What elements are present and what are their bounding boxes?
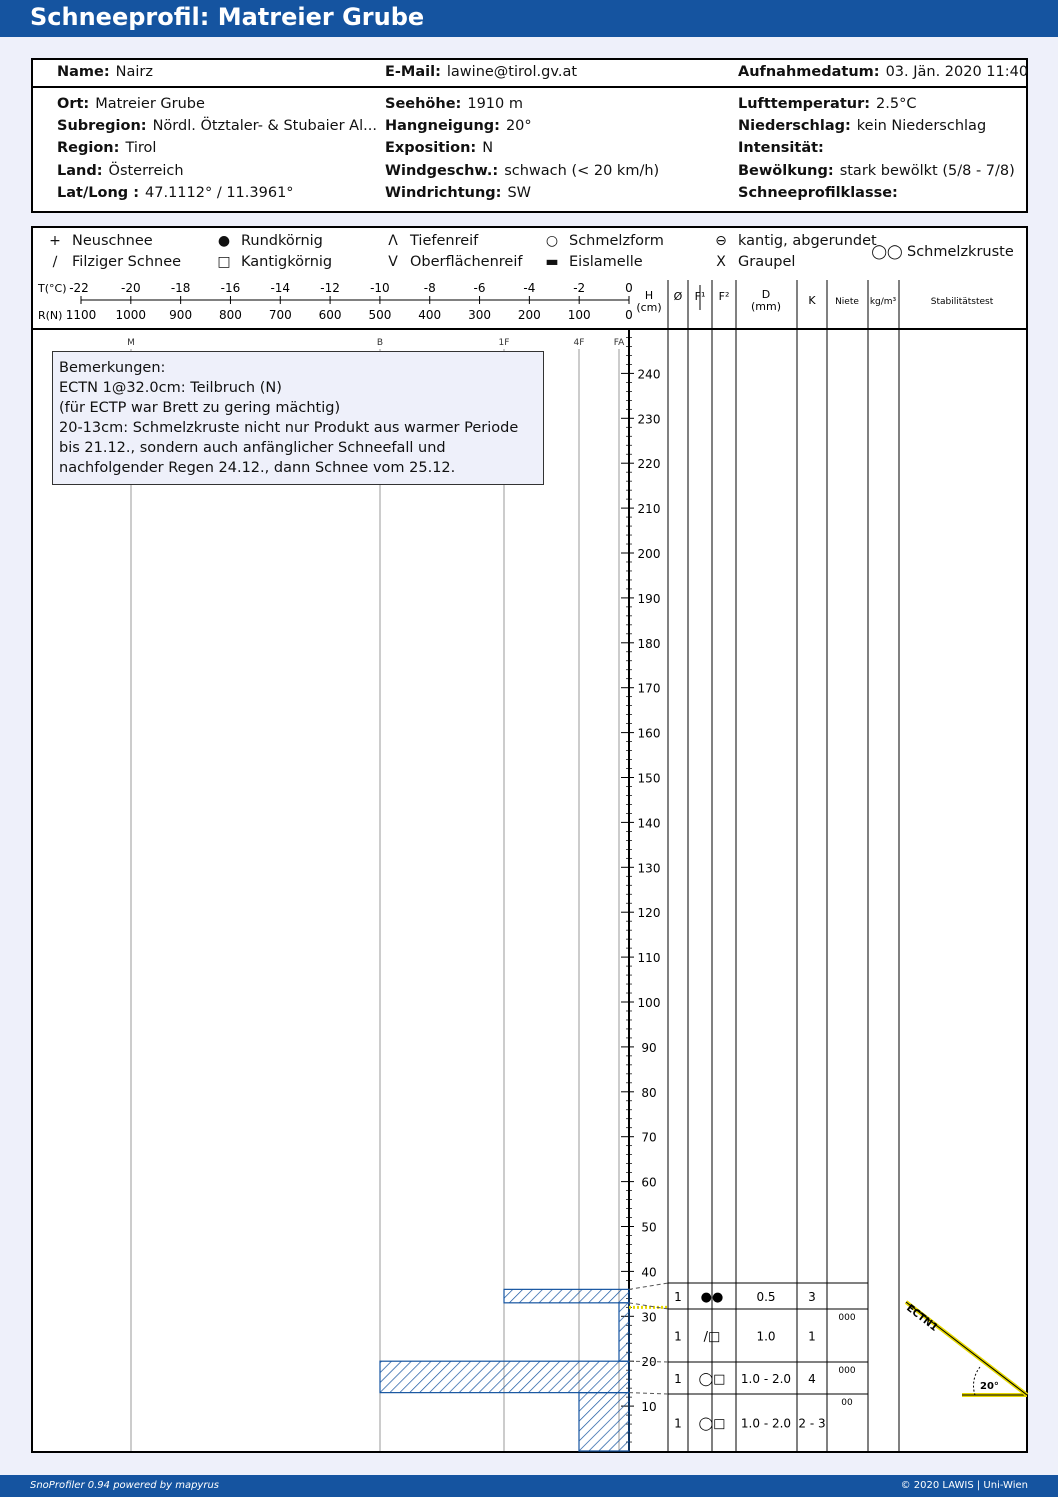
layer-connector (629, 1393, 668, 1394)
d-unit-header: (mm) (750, 300, 782, 313)
layer-niete: 000 (838, 1366, 856, 1376)
hardness-tick-label: FA (613, 338, 625, 348)
hardness-tick-label: M (127, 338, 135, 348)
comment-title: Bemerkungen: (59, 360, 166, 376)
temp-tick-label: -2 (573, 281, 586, 295)
name-field: Name: Nairz (57, 64, 154, 80)
resistance-tick-label: 600 (318, 308, 342, 322)
height-tick-label: 10 (641, 1400, 657, 1415)
temp-tick-label: -4 (523, 281, 536, 295)
hardness-tick-label: 1F (498, 338, 510, 348)
layer-grain-symbol: ∕□ (703, 1329, 721, 1345)
k-column-header: K (808, 294, 816, 307)
v-icon: V (388, 254, 398, 270)
hangneigung-field: Hangneigung: 20° (385, 118, 532, 134)
height-tick-label: 220 (637, 457, 661, 472)
legend-neuschnee: + Neuschnee (72, 233, 153, 249)
double-circle-icon: ◯◯ (871, 244, 903, 260)
legend-oberflaechenreif: V Oberflächenreif (410, 254, 523, 270)
resistance-tick-label: 700 (268, 308, 292, 322)
temp-tick-label: -22 (69, 281, 89, 295)
layer-wetness: 2 - 3 (798, 1416, 826, 1431)
layer-count: 1 (674, 1416, 682, 1431)
square-icon: □ (217, 254, 231, 270)
layer-grain-symbol: ◯□ (698, 1416, 726, 1432)
resistance-tick-label: 800 (219, 308, 242, 322)
legend-kantigkoernig: □ Kantigkörnig (241, 254, 332, 270)
height-tick-label: 30 (641, 1310, 657, 1325)
rounded-square-icon: ⊖ (715, 233, 727, 249)
comment-line: 20-13cm: Schmelzkruste nicht nur Produkt aus warmer Periode bis 21.12., sondern auch anfänglicher Schneefall und nachfolgender Regen 24.12., dann Schnee vom 25.12. (59, 420, 519, 476)
height-tick-label: 190 (637, 591, 661, 606)
footer-bar (0, 1475, 1058, 1497)
exposition-field: Exposition: N (385, 140, 494, 156)
layer-grain-size: 1.0 (756, 1329, 776, 1344)
layer-count: 1 (674, 1372, 682, 1386)
caret-icon: Λ (388, 233, 398, 249)
height-axis-label: H (644, 289, 654, 302)
temp-tick-label: -18 (170, 281, 191, 295)
d-column-header: D (761, 288, 771, 301)
height-tick-label: 40 (641, 1265, 657, 1280)
dot-icon: ● (217, 233, 231, 249)
footer-copyright: © 2020 LAWIS | Uni-Wien (900, 1480, 1028, 1491)
footer-credit: SnoProfiler 0.94 powered by mapyrus (30, 1480, 220, 1491)
seehoehe-field: Seehöhe: 1910 m (385, 96, 523, 112)
height-tick-label: 80 (641, 1085, 657, 1100)
resistance-tick-label: 1000 (115, 308, 147, 322)
height-tick-label: 140 (637, 816, 661, 831)
resistance-tick-label: 900 (169, 308, 193, 322)
bewoelkung-field: Bewölkung: stark bewölkt (5/8 - 7/8) (738, 163, 1015, 179)
density-column-header: kg/m³ (869, 297, 897, 307)
windgeschw-field: Windgeschw.: schwach (< 20 km/h) (385, 163, 660, 179)
hardness-tick-label: 4F (573, 338, 585, 348)
layer-grain-size: 1.0 - 2.0 (740, 1416, 792, 1431)
resistance-tick-label: 0 (625, 308, 633, 322)
hourglass-icon: X (716, 254, 726, 270)
height-tick-label: 180 (637, 636, 661, 651)
intensitaet-field: Intensität: (738, 140, 824, 156)
subregion-field: Subregion: Nördl. Ötztaler- & Stubaier Al... (57, 118, 377, 134)
layer-wetness: 1 (808, 1329, 816, 1344)
stability-column-header: Stabilitätstest (930, 297, 994, 307)
temp-tick-label: -20 (121, 281, 141, 295)
email-field: E-Mail: lawine@tirol.gv.at (385, 64, 578, 80)
ort-field: Ort: Matreier Grube (57, 96, 205, 112)
resistance-axis-label: R(N) (38, 309, 63, 322)
temp-tick-label: -16 (220, 281, 241, 295)
temp-tick-label: -10 (370, 281, 390, 295)
layer-wetness: 3 (808, 1290, 816, 1304)
height-tick-label: 70 (641, 1130, 657, 1145)
height-tick-label: 90 (641, 1040, 657, 1055)
layer-count: 1 (674, 1290, 682, 1304)
snow-layer (579, 1393, 629, 1451)
land-field: Land: Österreich (57, 163, 184, 179)
layer-niete: 000 (838, 1313, 856, 1323)
layer-grain-size: 0.5 (756, 1290, 776, 1304)
legend-rundkoernig: ● Rundkörnig (241, 233, 323, 249)
legend-eislamelle: ▬ Eislamelle (569, 254, 643, 270)
height-axis-unit: (cm) (636, 301, 662, 314)
legend-tiefenreif: Λ Tiefenreif (410, 233, 478, 249)
hardness-tick-label: B (376, 338, 384, 348)
snow-layer (380, 1361, 629, 1392)
height-tick-label: 110 (637, 951, 661, 966)
height-tick-label: 170 (637, 681, 661, 696)
lufttemp-field: Lufttemperatur: 2.5°C (738, 96, 917, 112)
legend-schmelzform: ○ Schmelzform (569, 233, 664, 249)
legend-filziger-schnee: ∕ Filziger Schnee (72, 254, 181, 270)
latlong-field: Lat/Long : 47.1112° / 11.3961° (57, 185, 294, 201)
comment-line: ECTN 1@32.0cm: Teilbruch (N) (59, 380, 282, 396)
slash-icon: ∕ (52, 254, 58, 270)
height-tick-label: 130 (637, 861, 661, 876)
layer-wetness: 4 (808, 1372, 816, 1386)
temp-tick-label: -14 (270, 281, 291, 295)
resistance-tick-label: 1100 (65, 308, 97, 322)
date-field: Aufnahmedatum: 03. Jän. 2020 11:40 (738, 64, 1029, 80)
layer-grain-symbol: ◯□ (698, 1372, 726, 1387)
temp-tick-label: -8 (423, 281, 436, 295)
legend-kantig-abgerundet: ⊖ kantig, abgerundet (738, 233, 877, 249)
bar-icon: ▬ (545, 254, 559, 270)
layer-count: 1 (674, 1329, 682, 1344)
snow-layer (619, 1303, 629, 1361)
layer-connector (629, 1283, 668, 1289)
resistance-tick-label: 100 (567, 308, 591, 322)
f2-column-header: F² (718, 290, 730, 303)
layer-niete: 00 (841, 1398, 853, 1408)
temp-tick-label: 0 (625, 281, 633, 295)
height-tick-label: 200 (637, 547, 661, 561)
legend-graupel: X Graupel (738, 254, 795, 270)
temp-tick-label: -6 (473, 281, 486, 295)
height-tick-label: 210 (637, 502, 661, 517)
layer-grain-symbol: ●● (700, 1290, 724, 1305)
height-tick-label: 230 (637, 412, 661, 427)
circle-icon: ○ (545, 233, 559, 249)
height-tick-label: 60 (641, 1175, 657, 1190)
f1-column-header: F¹ (694, 290, 706, 303)
height-tick-label: 150 (637, 771, 661, 786)
height-tick-label: 120 (637, 906, 661, 921)
resistance-tick-label: 200 (517, 308, 541, 322)
resistance-tick-label: 400 (418, 308, 442, 322)
layer-grain-size: 1.0 - 2.0 (740, 1372, 792, 1386)
region-field: Region: Tirol (57, 140, 157, 156)
diameter-column-header: Ø (673, 290, 683, 303)
profilklasse-field: Schneeprofilklasse: (738, 185, 898, 201)
resistance-tick-label: 300 (468, 308, 491, 322)
stability-test-label: ECTN1 (904, 1302, 940, 1334)
plus-icon: + (49, 233, 61, 249)
legend-schmelzkruste: ◯◯ Schmelzkruste (907, 244, 1014, 260)
height-tick-label: 100 (637, 996, 661, 1010)
temp-tick-label: -12 (320, 281, 340, 295)
height-tick-label: 240 (637, 367, 661, 382)
niederschlag-field: Niederschlag: kein Niederschlag (738, 118, 987, 134)
niete-column-header: Niete (835, 297, 859, 307)
height-tick-label: 20 (641, 1355, 657, 1370)
temp-axis-label: T(°C) (38, 282, 67, 295)
slope-angle-label: 20° (980, 1381, 999, 1392)
comment-box (52, 351, 544, 485)
height-tick-label: 160 (637, 726, 661, 741)
snow-layer (504, 1289, 629, 1302)
comment-line: (für ECTP war Brett zu gering mächtig) (59, 400, 341, 416)
page-title: Schneeprofil: Matreier Grube (30, 3, 425, 31)
height-tick-label: 50 (641, 1220, 657, 1235)
resistance-tick-label: 500 (368, 308, 392, 322)
windrichtung-field: Windrichtung: SW (385, 185, 532, 201)
